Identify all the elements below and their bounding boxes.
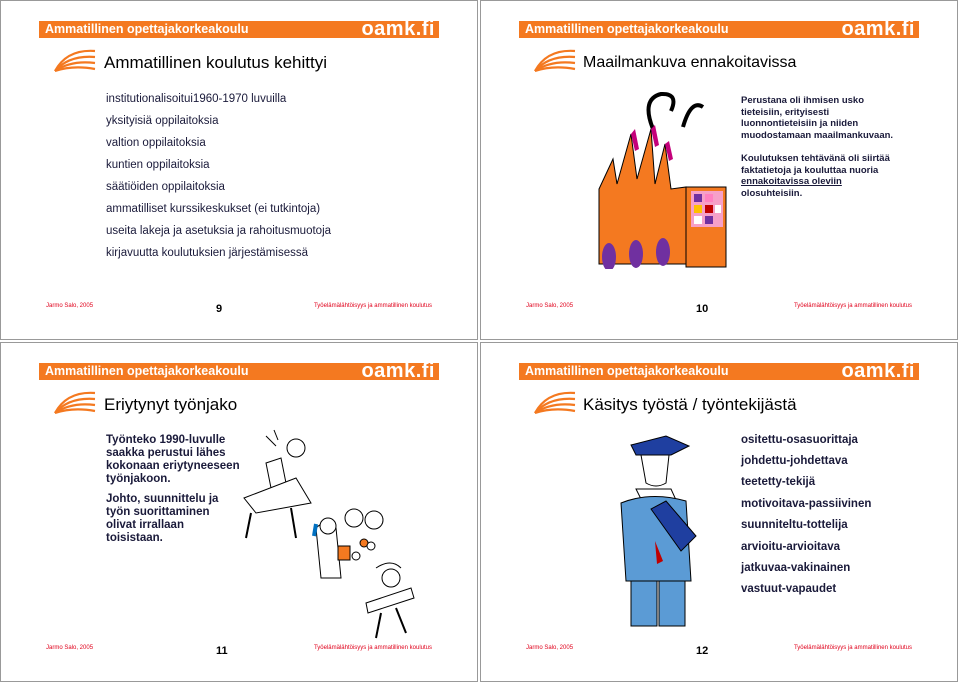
page-number: 12 — [696, 645, 709, 657]
text-line: Johto, suunnittelu ja — [106, 493, 219, 505]
list-item: vastuut-vapaudet — [741, 583, 837, 595]
oamk-swoosh-icon — [533, 387, 577, 415]
header-bar — [519, 18, 919, 40]
slide-title: Maailmankuva ennakoitavissa — [583, 54, 797, 71]
footer-topic: Työelämälähtöisyys ja ammatillinen koulutus — [313, 645, 432, 651]
paragraph-2 — [741, 153, 890, 199]
list-item: motivoitava-passiivinen — [741, 498, 872, 510]
header-school: Ammatillinen opettajakorkeakoulu — [45, 364, 249, 378]
header-bar — [39, 360, 439, 382]
slide-title: Ammatillinen koulutus kehittyi — [104, 53, 327, 72]
paragraph-1 — [106, 434, 240, 486]
text-line: faktatietoja ja kouluttaa nuoria — [741, 164, 879, 176]
text-line: tieteisiin, erityisesti — [741, 106, 830, 118]
header-school: Ammatillinen opettajakorkeakoulu — [525, 22, 729, 36]
footer-topic: Työelämälähtöisyys ja ammatillinen koulutus — [793, 303, 912, 309]
text-line: Perustana oli ihmisen usko — [741, 95, 865, 106]
list-item: yksityisiä oppilaitoksia — [106, 115, 219, 127]
list-item: säätiöiden oppilaitoksia — [106, 181, 225, 193]
text-line: kokonaan eriytyneeseen — [106, 460, 240, 472]
oamk-swoosh-icon — [53, 387, 97, 415]
text-line: olosuhteisiin. — [741, 187, 803, 199]
text-line: työnjakoon. — [106, 473, 171, 485]
paragraph-1 — [741, 95, 893, 141]
text-line: toisistaan. — [106, 532, 163, 544]
text-line: saakka perustui lähes — [106, 447, 226, 459]
header-school: Ammatillinen opettajakorkeakoulu — [45, 22, 249, 36]
page-number: 9 — [216, 303, 223, 315]
list-item: suunniteltu-tottelija — [741, 519, 848, 531]
page-number: 11 — [216, 645, 228, 657]
page-number: 10 — [696, 303, 709, 315]
paragraph-2 — [106, 493, 218, 545]
oamk-logo: oamk.fi — [841, 18, 915, 40]
list-item: kirjavuutta koulutuksien järjestämisessä — [106, 247, 308, 259]
text-line: muodostamaan maailmankuvaan. — [741, 129, 894, 141]
list-item: ammatilliset kurssikeskukset (ei tutkintoja) — [106, 203, 321, 215]
footer-topic: Työelämälähtöisyys ja ammatillinen koulutus — [793, 645, 912, 651]
text-line: työn suorittaminen — [106, 506, 210, 518]
footer-author: Jarmo Salo, 2005 — [46, 303, 94, 309]
text-line: olivat irrallaan — [106, 519, 184, 531]
oamk-logo: oamk.fi — [361, 360, 435, 382]
text-line: ennakoitavissa oleviin — [741, 176, 842, 187]
list-item: jatkuvaa-vakinainen — [741, 562, 851, 574]
list-item: institutionalisoitui1960-1970 luvuilla — [106, 93, 287, 105]
slide-9 — [0, 0, 478, 340]
list-item: arvioitu-arvioitava — [741, 541, 841, 553]
footer-author: Jarmo Salo, 2005 — [526, 645, 574, 651]
slide-10 — [480, 0, 958, 340]
bullet-list — [106, 93, 331, 269]
slide-title: Eriytynyt työnjako — [104, 395, 238, 414]
workers-illustration — [236, 428, 416, 648]
slide-11 — [0, 342, 478, 682]
police-officer-illustration — [611, 431, 721, 641]
header-bar — [519, 360, 919, 382]
oamk-logo: oamk.fi — [361, 18, 435, 40]
list-item: useita lakeja ja asetuksia ja rahoitusmuotoja — [106, 225, 332, 237]
list-item: teetetty-tekijä — [741, 476, 816, 488]
slide-12 — [480, 342, 958, 682]
text-line: Koulutuksen tehtävänä oli siirtää — [741, 153, 890, 164]
text-line: Työnteko 1990-luvulle — [106, 434, 226, 446]
slide-title: Käsitys työstä / työntekijästä — [583, 395, 797, 414]
footer-author: Jarmo Salo, 2005 — [46, 645, 94, 651]
header-school: Ammatillinen opettajakorkeakoulu — [525, 364, 729, 378]
oamk-logo: oamk.fi — [841, 360, 915, 382]
factory-illustration — [591, 89, 731, 269]
list-item: ositettu-osasuorittaja — [741, 434, 858, 446]
oamk-swoosh-icon — [533, 45, 577, 73]
footer-topic: Työelämälähtöisyys ja ammatillinen koulutus — [313, 303, 432, 309]
list-item: kuntien oppilaitoksia — [106, 159, 210, 171]
list-item: johdettu-johdettava — [741, 455, 848, 467]
oamk-swoosh-icon — [53, 45, 97, 73]
header-bar — [39, 18, 439, 40]
text-line: luonnontieteisiin ja niiden — [741, 118, 859, 129]
list-item: valtion oppilaitoksia — [106, 137, 206, 149]
footer-author: Jarmo Salo, 2005 — [526, 303, 574, 309]
